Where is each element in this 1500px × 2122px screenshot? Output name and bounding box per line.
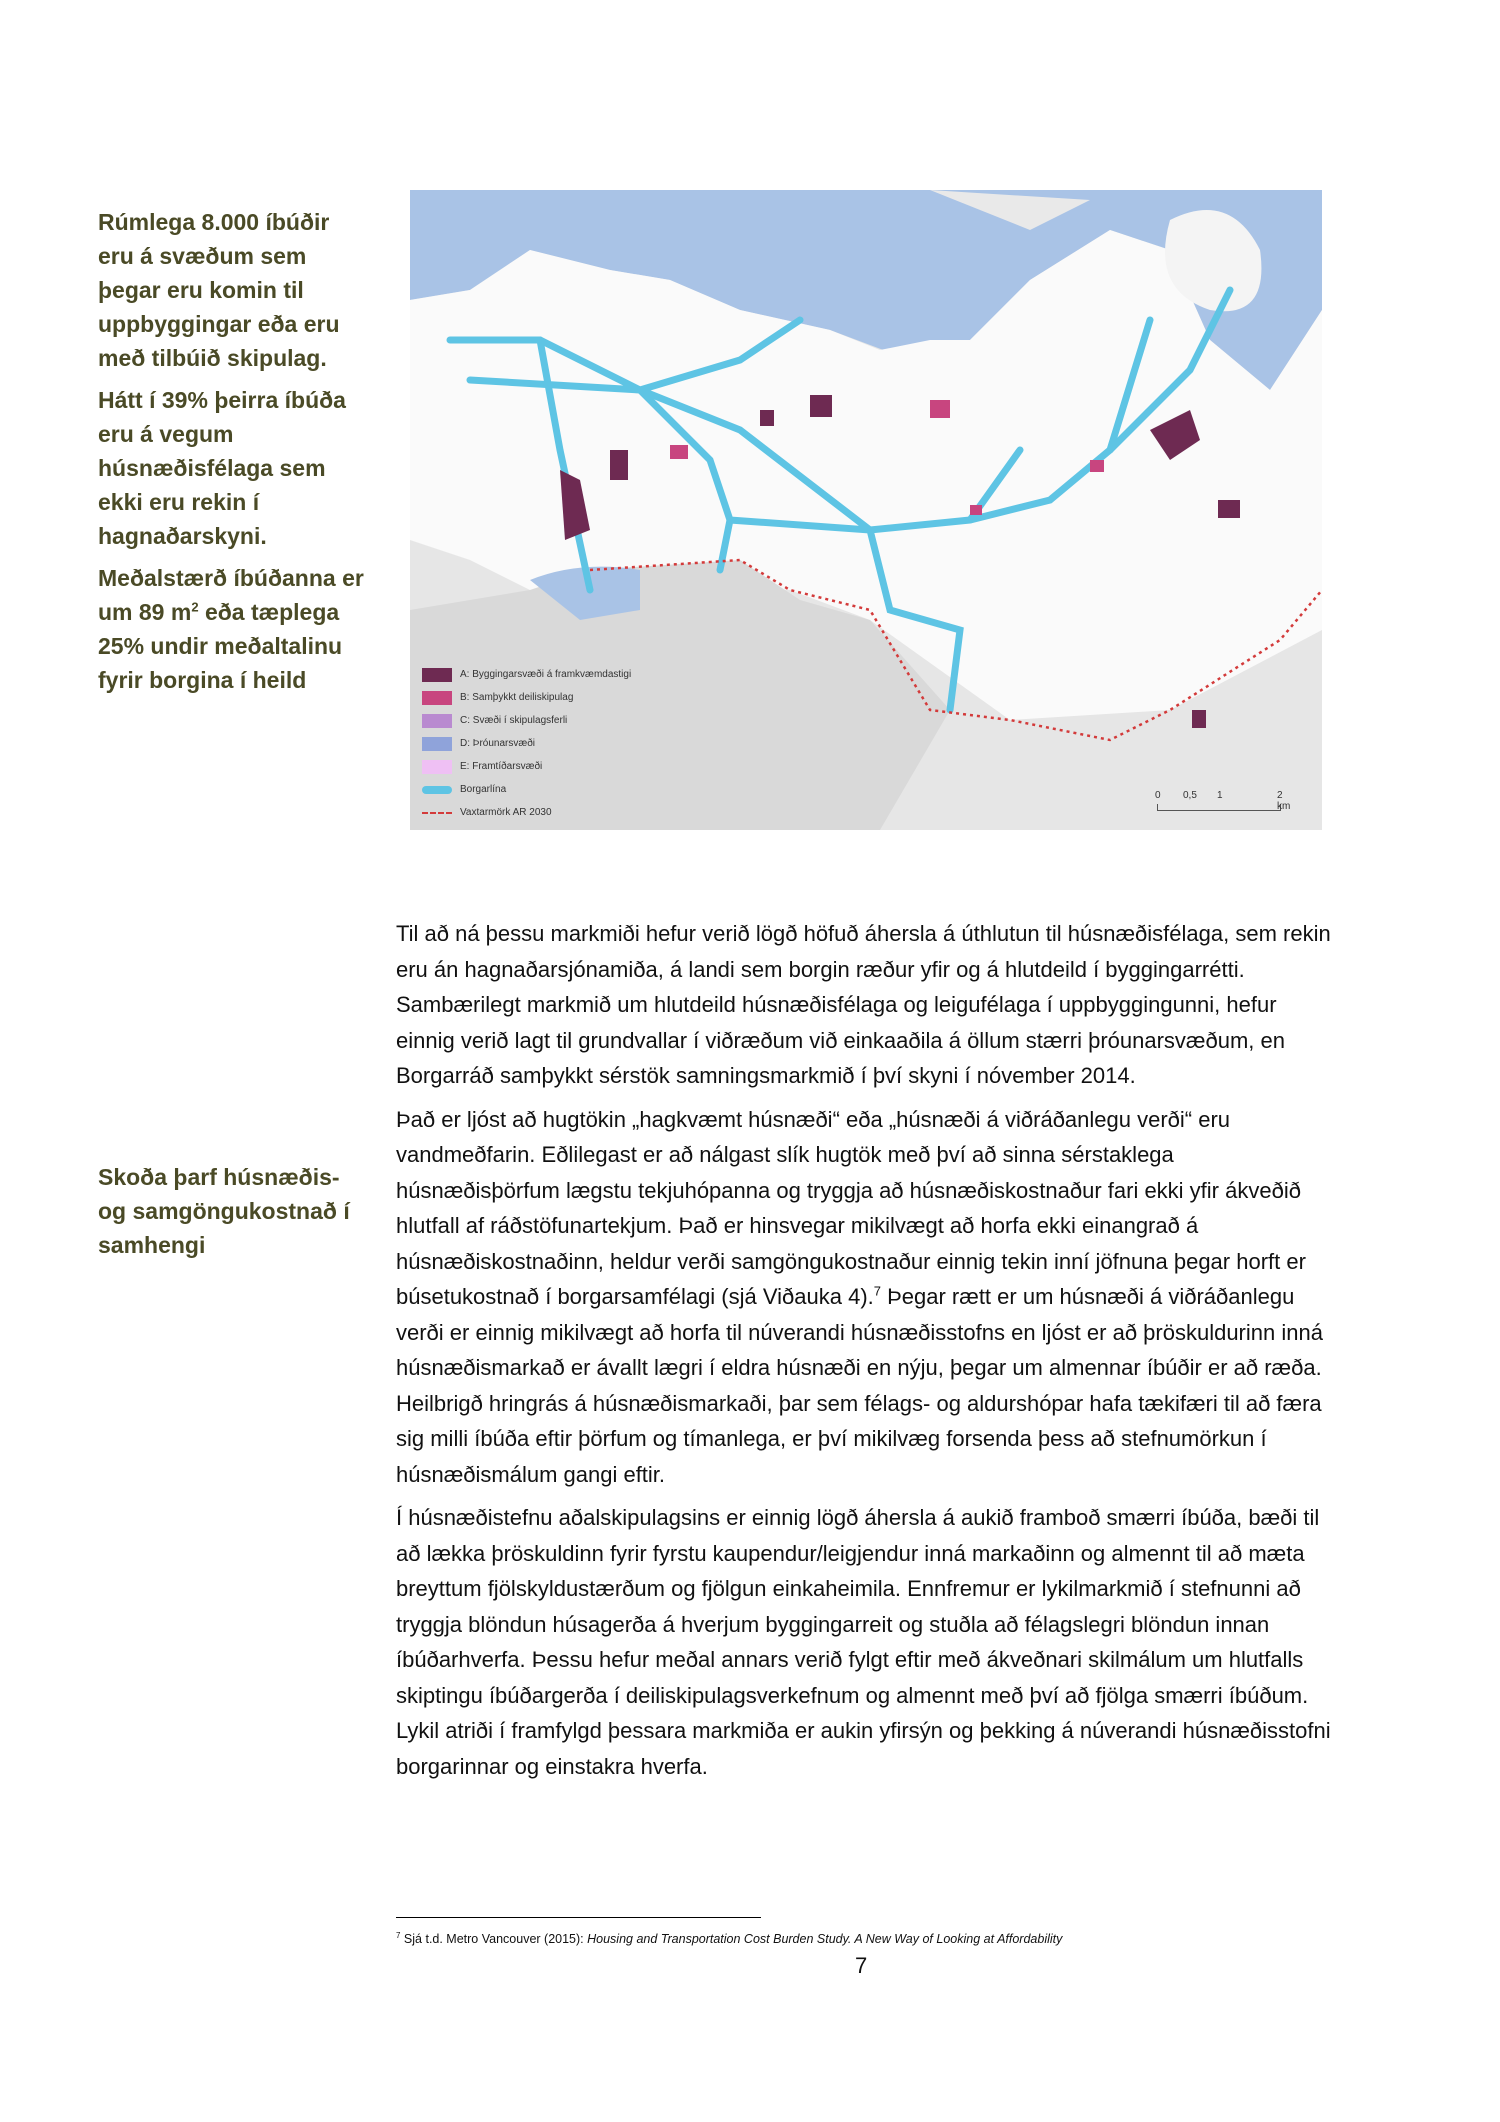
legend-item <box>422 709 631 732</box>
legend-swatch <box>422 714 452 728</box>
footnote-divider <box>396 1917 761 1918</box>
sidebar-text-part: eða tæplega 25% undir meðaltalinu fyrir borgina í heild <box>98 599 343 693</box>
scale-label: 1 <box>1217 790 1223 801</box>
legend-item <box>422 755 631 778</box>
legend-label: B: Samþykkt deiliskipulag <box>460 692 574 703</box>
text-part: Þegar rætt er um húsnæði á viðráðanlegu verði er einnig mikilvægt að horfa til núverandi húsnæðisstofns en ljóst er að þröskuldurinn inná húsnæðismarkað er ávallt lægri í eldra húsnæði en nýju, þegar um almennar íbúðir er að ræða. Heilbrigð hringrás á húsnæðismarkaði, þar sem félags- og aldurshópar hafa tækifæri til að færa sig milli íbúða eftir þörfum og tímanlega, er því mikilvæg forsenda þess að stefnumörkun í húsnæðismálum gangi eftir. <box>396 1284 1323 1487</box>
footnote-title: Housing and Transportation Cost Burden Study. A New Way of Looking at Affordability <box>587 1932 1063 1946</box>
legend-item <box>422 686 631 709</box>
legend-item <box>422 732 631 755</box>
legend-label: C: Svæði í skipulagsferli <box>460 715 568 726</box>
scale-label: 2 km <box>1277 790 1291 812</box>
page-number: 7 <box>855 1953 868 1978</box>
legend-item <box>422 801 631 824</box>
scale-bar <box>1155 790 1291 812</box>
sidebar-text <box>98 561 368 697</box>
sidebar-text: Hátt í 39% þeirra íbúða eru á vegum húsnæðisfélaga sem ekki eru rekin í hagnaðarskyni. <box>98 387 346 549</box>
legend-swatch <box>422 786 452 794</box>
map-figure <box>410 190 1322 830</box>
legend-swatch <box>422 691 452 705</box>
legend-swatch <box>422 737 452 751</box>
scale-label: 0 <box>1155 790 1161 801</box>
footnote-number: 7 <box>396 1930 401 1940</box>
legend-swatch <box>422 760 452 774</box>
legend-swatch <box>422 812 452 814</box>
paragraph: Til að ná þessu markmiði hefur verið lögð höfuð áhersla á úthlutun til húsnæðisfélaga, sem rekin eru án hagnaðarsjónamiða, á landi sem borgin ræður yfir og á hlutdeild í byggingarrétti. Sambærilegt markmið um hlutdeild húsnæðisfélaga og leigufélaga í uppbyggingunni, hefur einnig verið lagt til grundvallar í viðræðum við einkaaðila á öllum stærri þróunarsvæðum, en Borgarráð samþykkt sérstök samningsmarkmið í því skyni í nóvember 2014. <box>396 921 1331 1088</box>
legend-label: Vaxtarmörk AR 2030 <box>460 807 552 818</box>
legend-item <box>422 778 631 801</box>
legend-swatch <box>422 668 452 682</box>
body-text <box>396 916 1336 1792</box>
paragraph <box>396 1102 1336 1493</box>
legend-label: A: Byggingarsvæði á framkvæmdastigi <box>460 669 632 680</box>
map-legend <box>422 663 631 824</box>
legend-label: D: Þróunarsvæði <box>460 738 536 749</box>
legend-label: Borgarlína <box>460 784 507 795</box>
sidebar-text-part: Meðalstærð íbúðanna er um 89 m <box>98 565 364 625</box>
footnote <box>396 1932 1062 1946</box>
legend-label: E: Framtíðarsvæði <box>460 761 543 772</box>
paragraph: Í húsnæðistefnu aðalskipulagsins er einnig lögð áhersla á aukið framboð smærri íbúða, bæði til að lækka þröskuldinn fyrir fyrstu kaupendur/leigjendur inná markaðinn og almennt til að mæta breyttum fjölskyldustærðum og fjölgun einkaheimila. Ennfremur er lykilmarkmið í stefnunni að tryggja blöndun húsagerða á hverjum byggingarreit og stuðla að félagslegri blöndun innan íbúðarhverfa. Þessu hefur meðal annars verið fylgt eftir með ákveðnari skilmálum um hlutfalls skiptingu íbúðargerða í deiliskipulagsverkefnum og almennt með því að fjölga smærri íbúðum. Lykil atriði í framfylgd þessara markmiða er aukin yfirsýn og þekking á núverandi húsnæðisstofni borgarinnar og einstakra hverfa. <box>396 1505 1331 1779</box>
footnote-text: Sjá t.d. Metro Vancouver (2015): <box>400 1932 588 1946</box>
superscript: 2 <box>191 599 199 615</box>
sidebar-note-costs: Skoða þarf húsnæðis- og samgöngukostnað í samhengi <box>98 1164 350 1258</box>
scale-label: 0,5 <box>1183 790 1197 801</box>
sidebar-note-housing <box>98 205 368 705</box>
sidebar-text: Rúmlega 8.000 íbúðir eru á svæðum sem þegar eru komin til uppbyggingar eða eru með tilbúið skipulag. <box>98 209 340 371</box>
text-part: Það er ljóst að hugtökin „hagkvæmt húsnæði“ eða „húsnæði á viðráðanlegu verði“ eru vandmeðfarin. Eðlilegast er að nálgast slík hugtök með því að sinna sérstaklega húsnæðisþörfum lægstu tekjuhópanna og tryggja að húsnæðiskostnaður fari ekki yfir ákveðið hlutfall af ráðstöfunartekjum. Það er hinsvegar mikilvægt að horfa ekki einangrað á húsnæðiskostnaðinn, heldur verði samgöngukostnaður einnig tekin inní jöfnuna þegar horft er búsetukostnað í borgarsamfélagi (sjá Viðauka 4). <box>396 1106 1306 1309</box>
legend-item <box>422 663 631 686</box>
footnote-ref[interactable]: 7 <box>873 1283 881 1299</box>
